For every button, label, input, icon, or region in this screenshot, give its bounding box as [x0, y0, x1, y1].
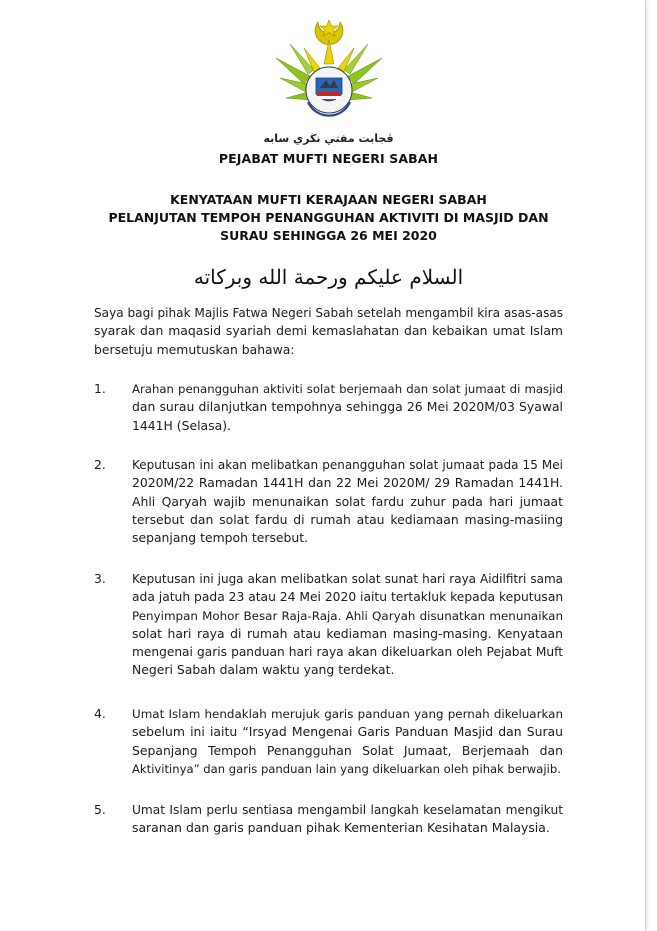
text-line: syarak dan maqasid syariah demi kemaslahatan dan kebaikan umat Islam	[94, 323, 563, 339]
statement-heading-line: PELANJUTAN TEMPOH PENANGGUHAN AKTIVITI DI MASJID DAN	[108, 210, 549, 225]
text-line: Ahli Qaryah wajib menunaikan solat fardu zuhur pada hari jumaat	[132, 493, 563, 509]
item-number: 3.	[94, 571, 106, 586]
text-line: Saya bagi pihak Majlis Fatwa Negeri Sabah setelah mengambil kira asas-asas	[94, 306, 564, 320]
text-line: tersebut dan solat fardu di rumah atau kediamaan masing-masiing	[132, 511, 563, 527]
salam-greeting: السلام عليكم ورحمة الله وبركاته	[193, 265, 464, 289]
text-line: Negeri Sabah dalam waktu yang terdekat.	[132, 662, 395, 678]
text-line: Arahan penangguhan aktiviti solat berjemaah dan solat jumaat di masjid	[132, 382, 563, 396]
text-line: Sepanjang Tempoh Penangguhan Solat Jumaat, Berjemaah dan	[132, 742, 563, 758]
text-line: dan surau dilanjutkan tempohnya sehingga 26 Mei 2020M/03 Syawal	[132, 399, 563, 415]
item-text	[132, 570, 563, 680]
statement-heading-line: KENYATAAN MUFTI KERAJAAN NEGERI SABAH	[170, 192, 487, 207]
text-line: sebelum ini iaitu “Irsyad Mengenai Garis Panduan Masjid dan Surau	[132, 724, 563, 740]
text-line: Penyimpan Mohor Besar Raja-Raja. Ahli Qaryah disunatkan menunaikan	[132, 608, 563, 623]
text-line: Keputusan ini juga akan melibatkan solat sunat hari raya Aidilfitri sama	[132, 572, 563, 586]
item-number: 2.	[94, 457, 106, 472]
text-line: Keputusan ini akan melibatkan penangguhan solat jumaat pada 15 Mei	[132, 458, 563, 472]
sabah-mufti-emblem	[268, 14, 390, 126]
text-line: Aktivitinya” dan garis panduan lain yang dikeluarkan oleh pihak berwajib.	[132, 761, 561, 776]
item-text	[132, 801, 563, 838]
item-number: 1.	[94, 381, 106, 396]
text-line: Umat Islam perlu sentiasa mengambil langkah keselamatan mengikut	[132, 803, 563, 817]
statement-heading	[0, 191, 657, 245]
item-text	[132, 705, 563, 778]
text-line: mengenai garis panduan hari raya akan dikeluarkan oleh Pejabat Muft	[132, 645, 563, 660]
text-line: 1441H (Selasa).	[132, 417, 231, 433]
office-title: PEJABAT MUFTI NEGERI SABAH	[218, 151, 439, 166]
item-number: 5.	[94, 802, 106, 817]
office-name-jawi: ڤجابت مفتي نڬري سابه	[263, 132, 394, 145]
item-number: 4.	[94, 706, 106, 721]
item-text	[132, 456, 563, 547]
text-line: 2020M/22 Ramadan 1441H dan 22 Mei 2020M/ 29 Ramadan 1441H.	[132, 475, 563, 491]
text-line: Umat Islam hendaklah merujuk garis panduan yang pernah dikeluarkan	[132, 707, 563, 721]
text-line: bersetuju memutuskan bahawa:	[94, 341, 295, 357]
statement-heading-line: SURAU SEHINGGA 26 MEI 2020	[220, 228, 437, 243]
text-line: sepanjang tempoh tersebut.	[132, 530, 309, 546]
item-text	[132, 380, 563, 435]
text-line: ada jatuh pada 23 atau 24 Mei 2020 iaitu tertakluk kepada keputusan	[132, 590, 564, 605]
intro-paragraph	[94, 304, 563, 359]
text-line: saranan dan garis panduan pihak Kementerian Kesihatan Malaysia.	[132, 820, 550, 836]
text-line: solat hari raya di rumah atau kediaman masing-masing. Kenyataan	[132, 625, 563, 641]
